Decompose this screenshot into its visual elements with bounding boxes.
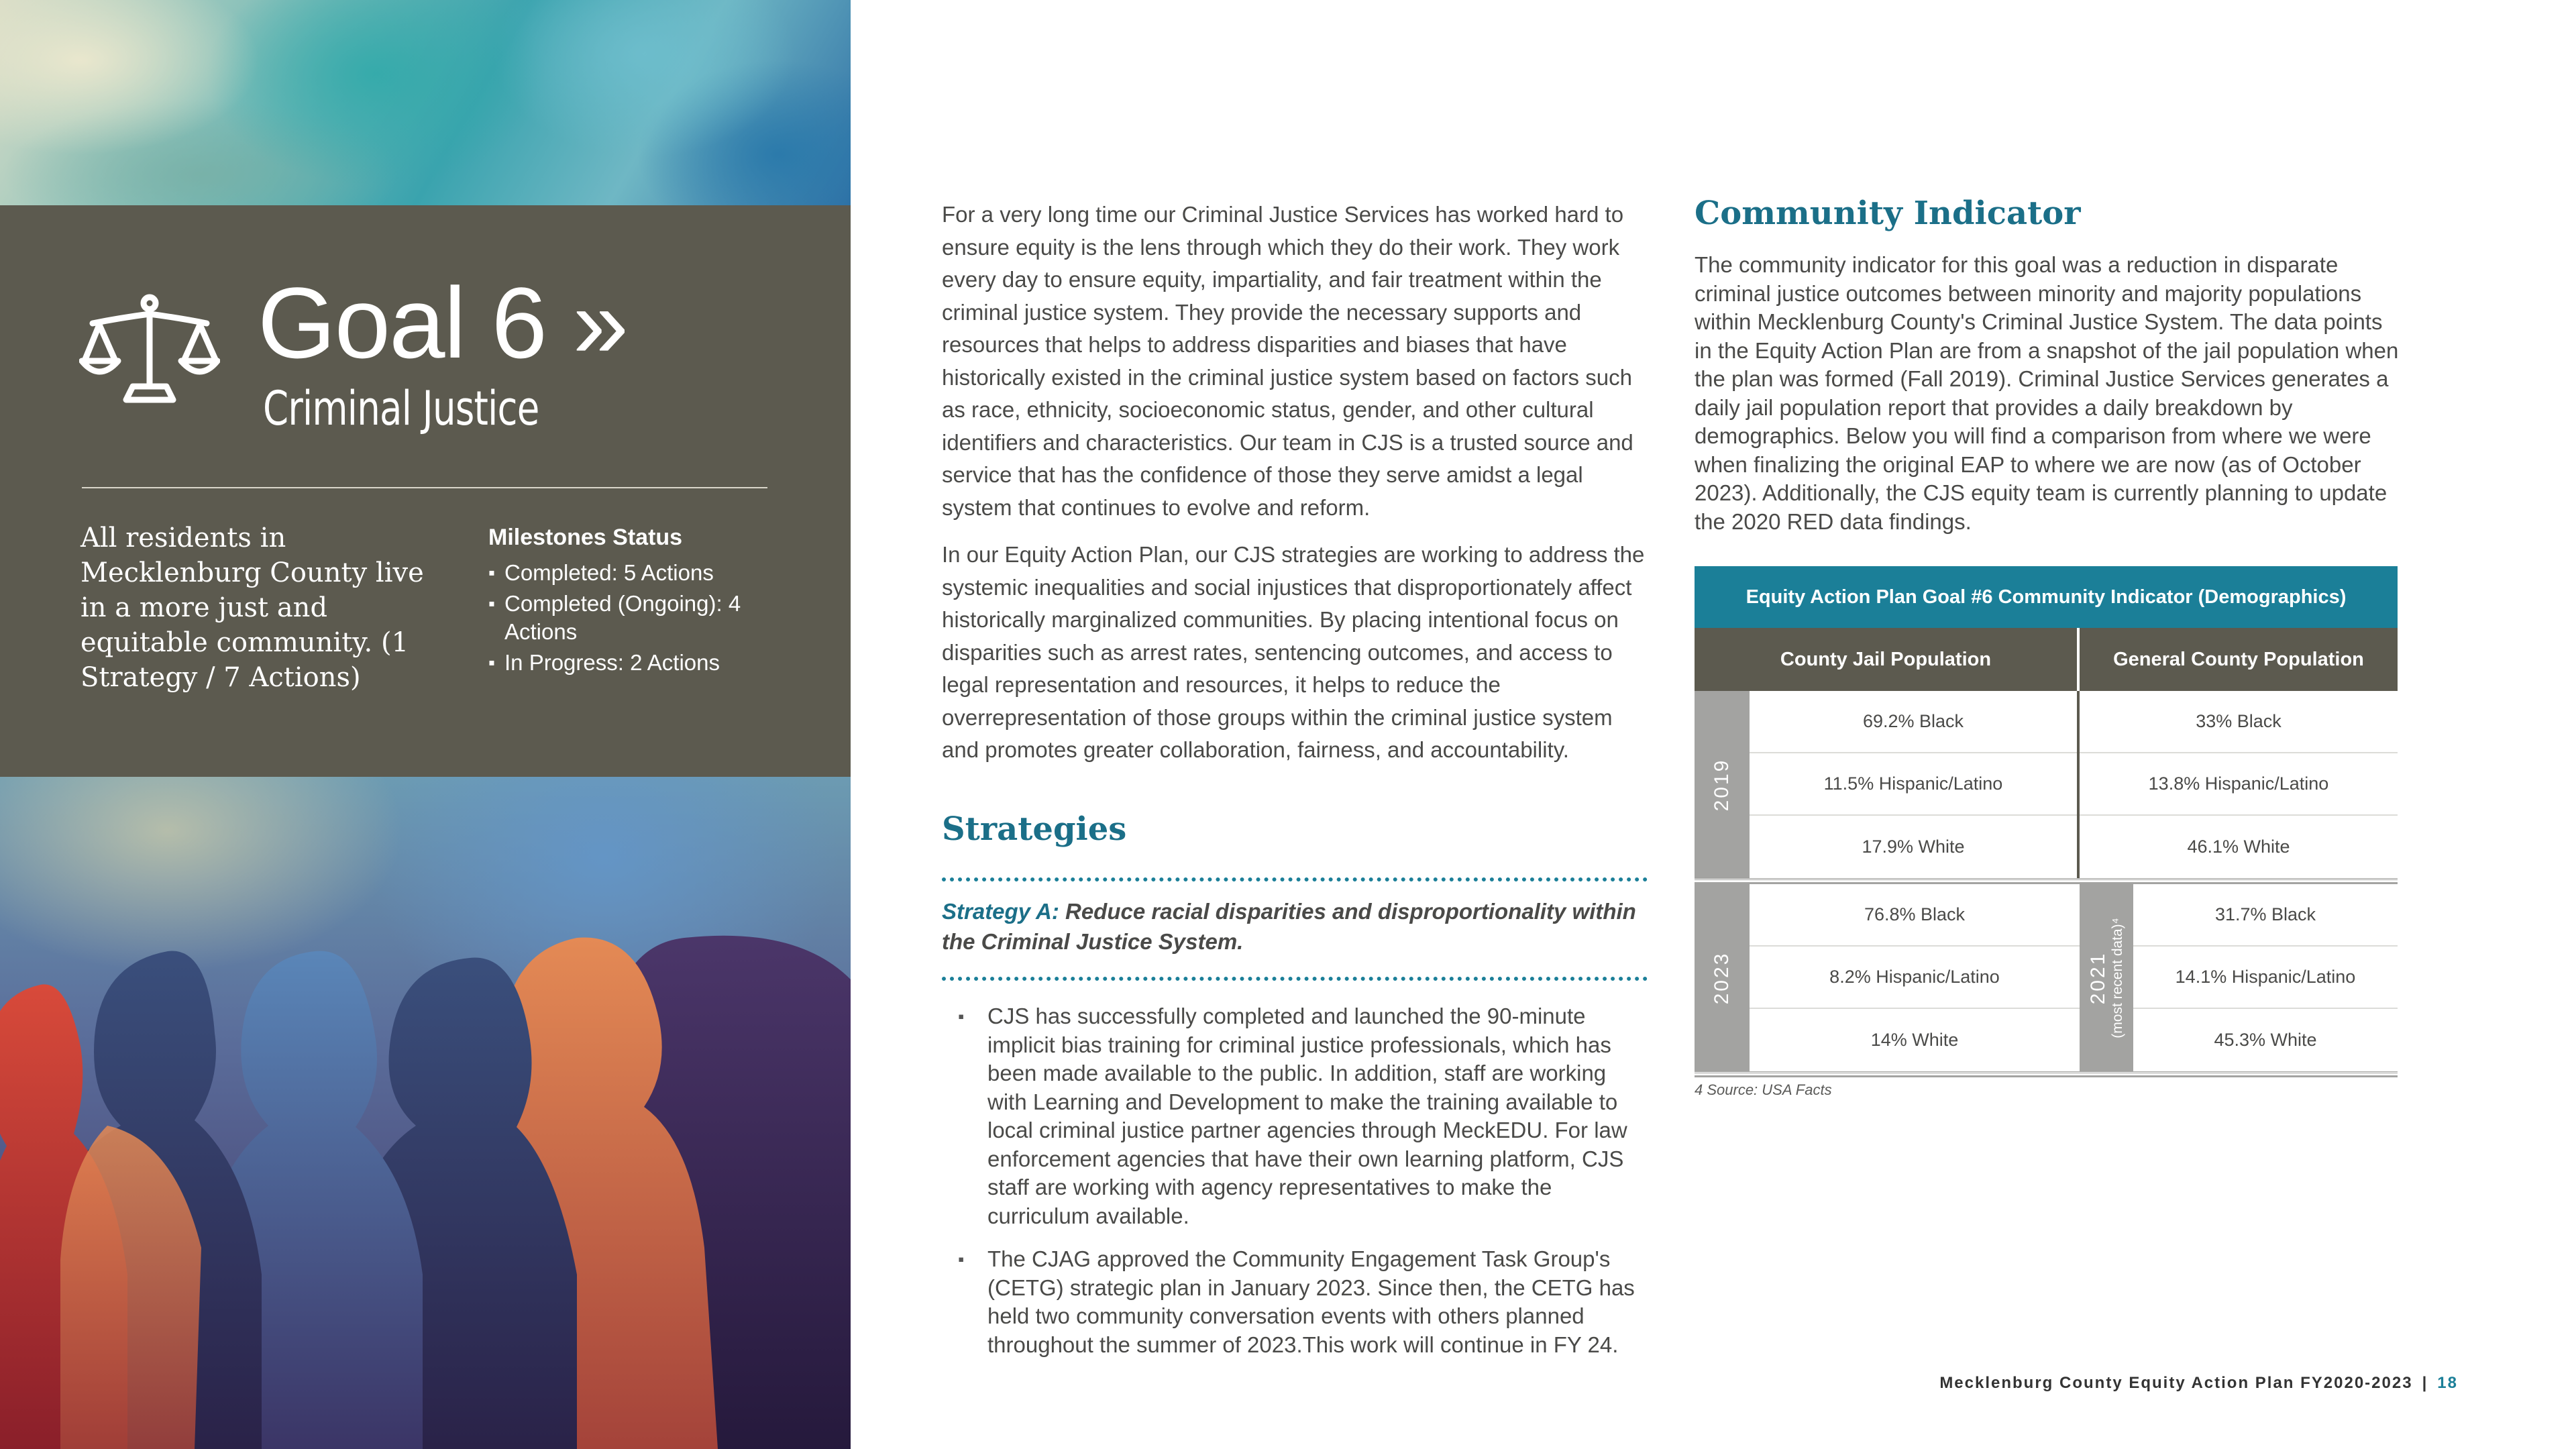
footer-text: Mecklenburg County Equity Action Plan FY2020-2023 (1939, 1374, 2413, 1392)
profiles-illustration (0, 777, 851, 1449)
milestones-list (488, 559, 797, 677)
intro-paragraph: In our Equity Action Plan, our CJS strategies are working to address the systemic inequalities and social injustices that disproportionately affect historically marginalized communities. By placing intentional focus on disparities such as arrest rates, sentencing outcomes, and access to legal representation and resources, it helps to reduce the overrepresentation of those groups within the criminal justice system and promotes greater collaboration, fairness, and accountability. (942, 542, 1645, 762)
community-indicator-paragraph: The community indicator for this goal was a reduction in disparate criminal justice outcomes between minority and majority populations within Mecklenburg County's Criminal Justice System. The data points in the Equity Action Plan are from a snapshot of the jail population when the plan was formed (Fall 2019). Criminal Justice Services generates a daily jail population report that provides a daily breakdown by demographics. Below you will find a comparison from where we were when finalizing the original EAP to where we are now (as of October 2023). Additionally, the CJS equity team is currently planning to update the 2020 RED data findings. (1695, 252, 2399, 534)
silhouettes-illustration (0, 777, 851, 1449)
strategy-a-actions (958, 1002, 1649, 1374)
table-bottom-rule (1695, 1071, 2398, 1077)
jail-2023-column (1750, 884, 2080, 1071)
year-2021: 2021 (2087, 951, 2109, 1004)
table-header (1695, 628, 2398, 691)
page-footer (1939, 1374, 2458, 1393)
col-header-jail: County Jail Population (1695, 628, 2080, 691)
header-artwork (0, 0, 851, 205)
block-separator (1695, 878, 2398, 884)
col-header-county: General County Population (2113, 648, 2364, 670)
table-cell: 14% White (1870, 1030, 1959, 1050)
table-cell: 31.7% Black (2133, 884, 2398, 947)
dotted-divider (942, 877, 1648, 881)
year-label-2021 (2080, 884, 2133, 1071)
county-2019-column (2080, 691, 2398, 878)
page-number: 18 (2437, 1374, 2458, 1392)
scales-of-justice-icon (79, 294, 220, 408)
jail-2019-column (1750, 691, 2080, 878)
footer-separator: | (2422, 1374, 2428, 1392)
milestones-status (488, 525, 797, 680)
strategy-a (942, 896, 1640, 957)
year-label-2023: 2023 (1695, 884, 1750, 1071)
table-cell: 17.9% White (1862, 837, 1965, 857)
goal-divider (82, 487, 767, 488)
table-footnote: 4 Source: USA Facts (1695, 1081, 1832, 1098)
strategy-a-text: Reduce racial disparities and disproportionality within the Criminal Justice System. (942, 899, 1636, 954)
strategy-a-lead: Strategy A: (942, 899, 1059, 924)
table-cell: 33% Black (2080, 691, 2398, 753)
block-2023 (1695, 884, 2398, 1071)
action-bullet: ▪ The CJAG approved the Community Engagement Task Group's (CETG) strategic plan in January 2023. Since then, the CETG has held two community conversation events with others planned throughout the summer of 2023.This work will continue in FY 24. (958, 1245, 1649, 1359)
table-cell: 76.8% Black (1750, 884, 2080, 947)
table-cell: 13.8% Hispanic/Latino (2080, 753, 2398, 816)
table-cell: 45.3% White (2214, 1030, 2317, 1050)
goal-panel (0, 205, 851, 777)
year-label-2019: 2019 (1695, 691, 1750, 878)
table-cell: 69.2% Black (1750, 691, 2077, 753)
table-cell: 8.2% Hispanic/Latino (1750, 947, 2080, 1009)
goal-subtitle: Criminal Justice (263, 381, 539, 436)
milestone-item: ▪ In Progress: 2 Actions (488, 649, 797, 677)
strategies-heading: Strategies (942, 810, 1127, 848)
milestone-item: ▪ Completed: 5 Actions (488, 559, 797, 587)
intro-paragraph: For a very long time our Criminal Justice Services has worked hard to ensure equity is the lens through which they do their work. They work every day to ensure equity, impartiality, and fair treatment within the criminal justice system. They provide the necessary supports and resources that helps to address disparities and biases that have historically existed in the criminal justice system based on factors such as race, ethnicity, socioeconomic status, gender, and other cultural identifiers and characteristics. Our team in CJS is a trusted source and service that has the confidence of those they serve amidst a legal system that continues to evolve and reform. (942, 202, 1633, 520)
dotted-divider (942, 977, 1648, 981)
goal-title: Goal 6 » (258, 266, 628, 379)
demographics-table (1695, 566, 2398, 1077)
table-cell: 11.5% Hispanic/Latino (1750, 753, 2077, 816)
milestones-heading: Milestones Status (488, 525, 683, 550)
action-bullet: ▪ CJS has successfully completed and launched the 90-minute implicit bias training for criminal justice professionals, which has been made available to the public. In addition, staff are working with Learning and Development to make the training available to local criminal justice partner agencies through MeckEDU. For law enforcement agencies that have their own learning platform, CJS staff are working with agency representatives to make the curriculum available. (958, 1002, 1649, 1230)
intro-section (942, 199, 1653, 782)
goal-statement: All residents in Mecklenburg County live in a more just and equitable community. (1 Strategy / 7 Actions) (80, 523, 424, 693)
block-2019 (1695, 691, 2398, 878)
table-cell: 14.1% Hispanic/Latino (2133, 947, 2398, 1009)
milestone-item: ▪ Completed (Ongoing): 4 Actions (488, 590, 797, 646)
county-2021-column (2133, 884, 2398, 1071)
community-indicator-heading: Community Indicator (1695, 195, 2081, 232)
table-cell: 46.1% White (2187, 837, 2290, 857)
table-title: Equity Action Plan Goal #6 Community Indicator (Demographics) (1695, 566, 2398, 628)
year-2021-note: (most recent data)⁴ (2110, 917, 2125, 1038)
